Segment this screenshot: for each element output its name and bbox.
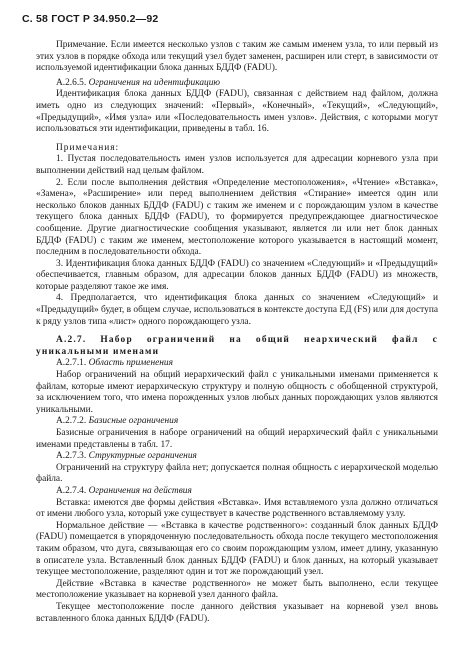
note-paragraph: Примечание. Если имеется несколько узлов с таким же самым именем узла, то или первый из этих узлов в порядке обхода или текущий узел будет заменен, расширен или стерт, в зависимости от используемой идентификации блока данных БДДФ (FADU). <box>36 40 438 74</box>
document-body <box>36 40 438 625</box>
body-paragraph: Набор ограничений на общий иерархический файл с уникальными именами применяется к файлам, которые имеют иерархическую структуру и полную общность с обобщенной структурой, за исключением того, что имена порожденных узлов любых данных порождающих узлов являются уникальными. <box>36 370 438 415</box>
notes-heading: Примечания: <box>56 142 120 153</box>
note-item: 1. Пустая последовательность имен узлов используется для адресации корневого узла при выполнении действий над целым файлом. <box>36 154 438 176</box>
body-paragraph: Вставка: имеются две формы действия «Вставка». Имя вставляемого узла должно отличаться от имени любого узла, который уже существует в качестве родственного вставляемому узлу. <box>36 497 438 520</box>
section-heading: A.2.7. Набор ограничений на общий неархический файл с уникальными именами <box>36 335 438 357</box>
note-item: 3. Идентификация блока данных БДДФ (FADU) со значением «Следующий» и «Предыдущий» обеспечивается, главным образом, для адресации блоков данных БДДФ (FADU) из множеств, которые разделяют такое же имя. <box>36 258 438 292</box>
note-item: 4. Предполагается, что идентификация блока данных со значением «Следующий» и «Предыдущий» будет, в общем случае, использоваться в контексте доступа ЕД (FS) или для доступа к ряду узлов типа «лист» одного порождающего узла. <box>36 293 438 327</box>
subsection-heading: A.2.7.1. Область применения <box>56 358 173 369</box>
body-paragraph: Действие «Вставка в качестве родственного» не может быть выполнено, если текущее местоположение указывает на корневой узел данного файла. <box>36 578 438 601</box>
body-paragraph: Идентификация блока данных БДДФ (FADU), связанная с действием над файлом, должна иметь одно из следующих значений: «Первый», «Конечный», «Текущий», «Следующий», «Предыдущий», «Имя узла» или «Последовательность имен узлов». Действия, с которыми могут использоваться эти идентификации, приведены в табл. 16. <box>36 89 438 135</box>
page-header: С. 58 ГОСТ Р 34.950.2—92 <box>22 13 159 25</box>
subsection-heading: A.2.6.5. Ограничения на идентификацию <box>56 77 221 88</box>
body-paragraph: Нормальное действие — «Вставка в качестве родственного»: созданный блок данных БДДФ (FADU) помещается в упорядоченную последовательность обхода после текущего местоположения таким образом, что дуга, связывающая его со своим порождающим узлом, имеет длину, указанную в описателе узла. Вставленный блок данных БДДФ (FADU) и блок данных, на который указывает текущее местоположение, разделяют один и тот же порождающий узел. <box>36 520 438 578</box>
subsection-heading: A.2.7.4. Ограничения на действия <box>56 485 192 496</box>
note-item: 2. Если после выполнения действия «Определение местоположения», «Чтение» «Вставка», «Замена», «Расширение» или перед выполнением действия «Стирание» имеется один или несколько блоков данных БДДФ (FADU) с таким же именем и с порождающим узлом в качестве текущего блока данных БДДФ (FADU), то формируется предупреждающее диагностическое сообщение. Другие диагностические сообщения указывают, является ли или нет блок данных БДДФ (FADU) с таким же именем, местоположение которого указывается в настоящий момент, последним в последовательности обхода. <box>36 177 438 258</box>
subsection-heading: A.2.7.3. Структурные ограничения <box>56 451 197 462</box>
body-paragraph: Текущее местоположение после данного действия указывает на корневой узел вновь вставленного блока данных БДДФ (FADU). <box>36 601 438 624</box>
subsection-heading: A.2.7.2. Базисные ограничения <box>56 416 179 427</box>
body-paragraph: Ограничений на структуру файла нет; допускается полная общность с иерархической моделью файла. <box>36 462 438 485</box>
body-paragraph: Базисные ограничения в наборе ограничений на общий иерархический файл с уникальными именами представлены в табл. 17. <box>36 428 438 450</box>
